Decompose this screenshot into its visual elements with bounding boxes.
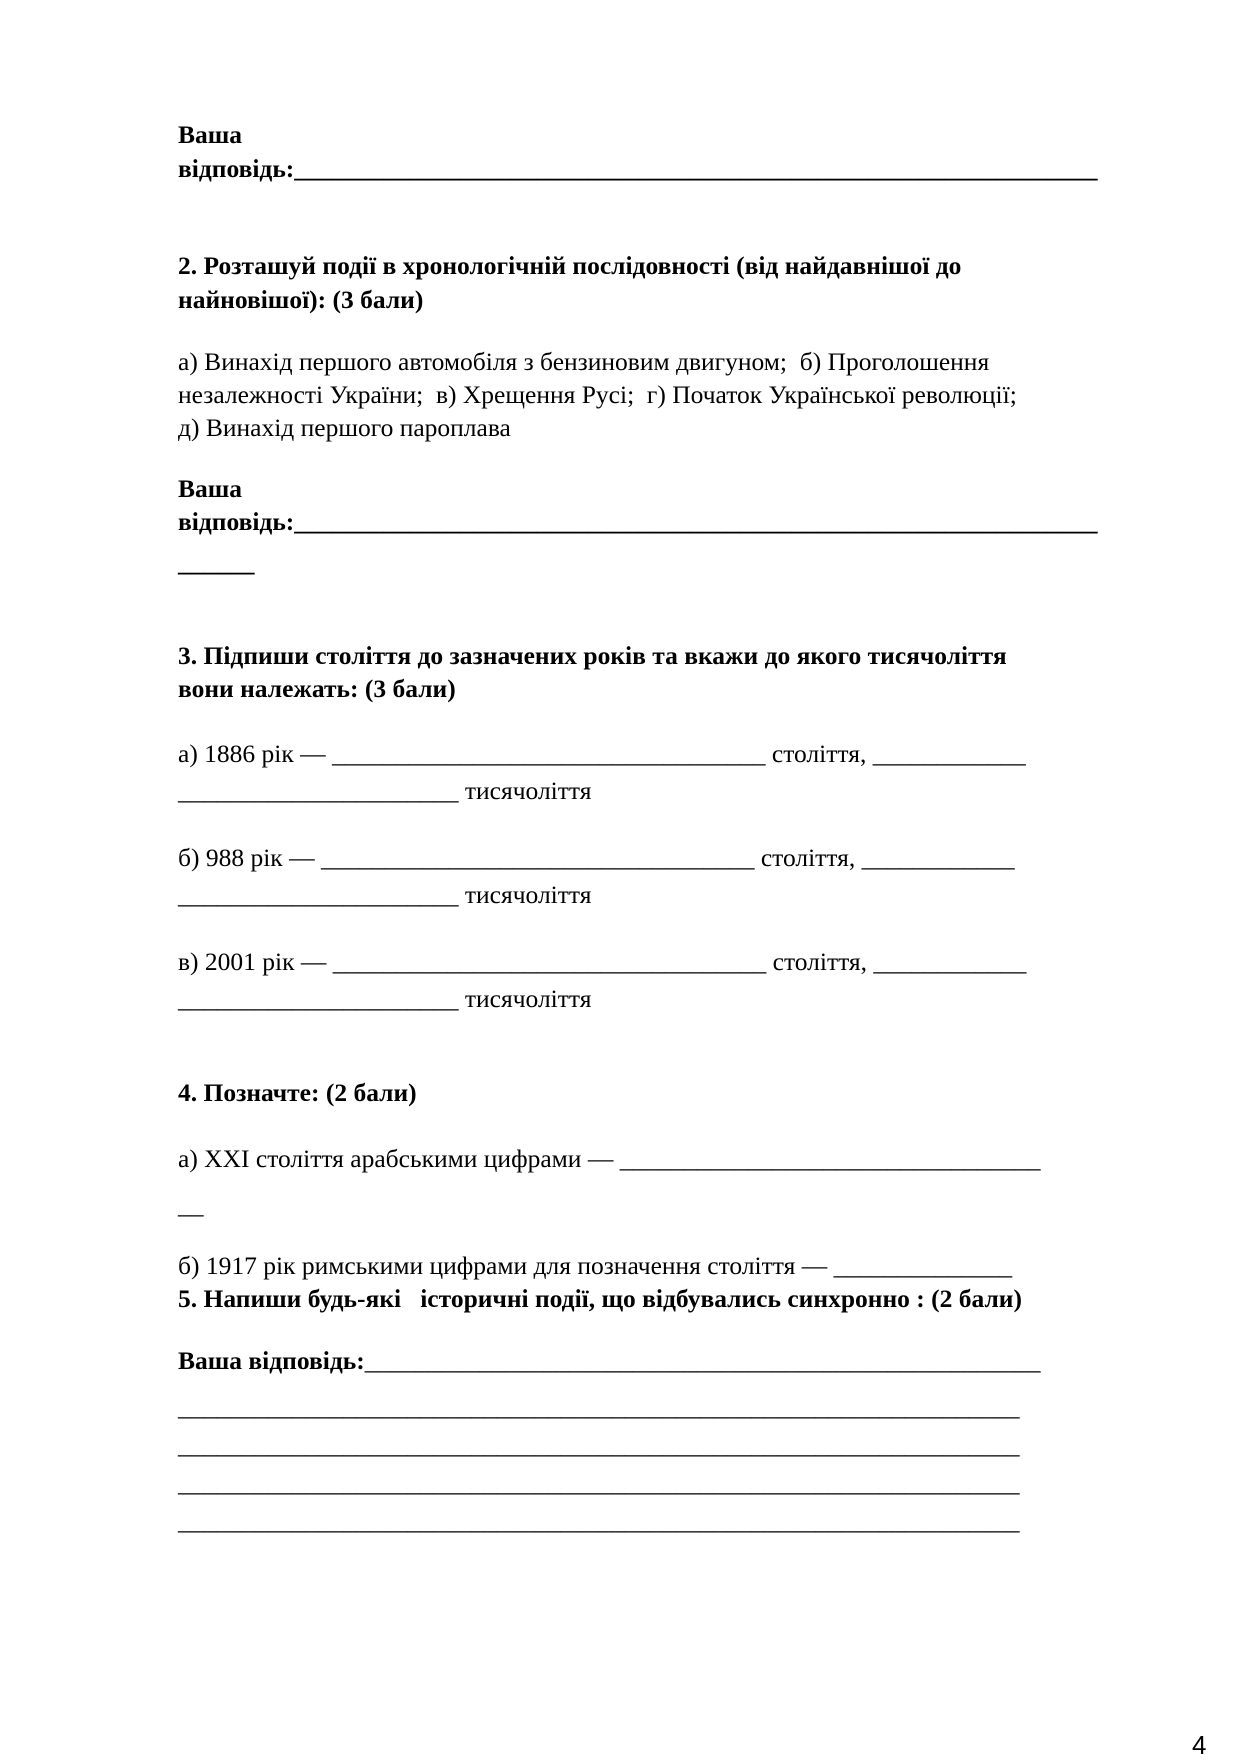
q5-answer-line[interactable]: _____________________________________________________ — [364, 1346, 1041, 1375]
q2-title-line2: найновішої): (3 бали) — [178, 285, 424, 314]
q3-item-b-line2[interactable]: ______________________ тисячоліття — [178, 880, 592, 909]
q2-answer-line-tail[interactable]: ______ — [178, 548, 255, 577]
q5-blank-line-3[interactable]: __________________________________________________________________ — [178, 1468, 1020, 1497]
q3-item-a-line2[interactable]: ______________________ тисячоліття — [178, 776, 592, 805]
q2-options-line1: а) Винахід першого автомобіля з бензиновим двигуном; б) Проголошення — [178, 347, 990, 376]
q5-answer-label: Ваша відповідь: — [178, 1346, 365, 1375]
q2-answer-label: Ваша — [178, 474, 243, 503]
q5-answer-row[interactable] — [178, 1346, 1040, 1376]
q5-title: 5. Напиши будь-які історичні події, що відбувались синхронно : (2 бали) — [178, 1284, 1022, 1313]
q5-blank-line-1[interactable]: __________________________________________________________________ — [178, 1392, 1020, 1421]
q3-item-c-line1[interactable]: в) 2001 рік — __________________________________ століття, ____________ — [178, 947, 1027, 976]
page-number: 4 — [1192, 1730, 1207, 1760]
q3-item-b-line1[interactable]: б) 988 рік — __________________________________ століття, ____________ — [178, 843, 1015, 872]
q4-item-a-line2[interactable]: __ — [178, 1190, 204, 1219]
q2-options-line3: д) Винахід першого пароплава — [178, 413, 511, 442]
q3-title-line1: 3. Підпиши століття до зазначених років та вкажи до якого тисячоліття — [178, 641, 1007, 670]
q4-item-b-line1[interactable]: б) 1917 рік римськими цифрами для позначення століття — ______________ — [178, 1251, 1013, 1280]
q1-answer-line[interactable]: відповідь:_______________________________________________________________ — [178, 154, 1098, 183]
q3-title-line2: вони належать: (3 бали) — [178, 674, 456, 703]
q4-title: 4. Позначте: (2 бали) — [178, 1078, 417, 1107]
q1-answer-label: Ваша — [178, 120, 243, 149]
q3-item-c-line2[interactable]: ______________________ тисячоліття — [178, 984, 592, 1013]
q3-item-a-line1[interactable]: а) 1886 рік — __________________________________ століття, ____________ — [178, 739, 1026, 768]
q5-blank-line-2[interactable]: __________________________________________________________________ — [178, 1430, 1020, 1459]
q5-blank-line-4[interactable]: __________________________________________________________________ — [178, 1506, 1020, 1535]
q2-title-line1: 2. Розташуй події в хронологічній послідовності (від найдавнішої до — [178, 251, 962, 280]
q2-answer-line[interactable]: відповідь:_______________________________________________________________ — [178, 507, 1098, 536]
q2-options-line2: незалежності України; в) Хрещення Русі; г) Початок Української революції; — [178, 380, 1017, 409]
q4-item-a-line1[interactable]: а) XXI століття арабськими цифрами — _________________________________ — [178, 1144, 1041, 1173]
